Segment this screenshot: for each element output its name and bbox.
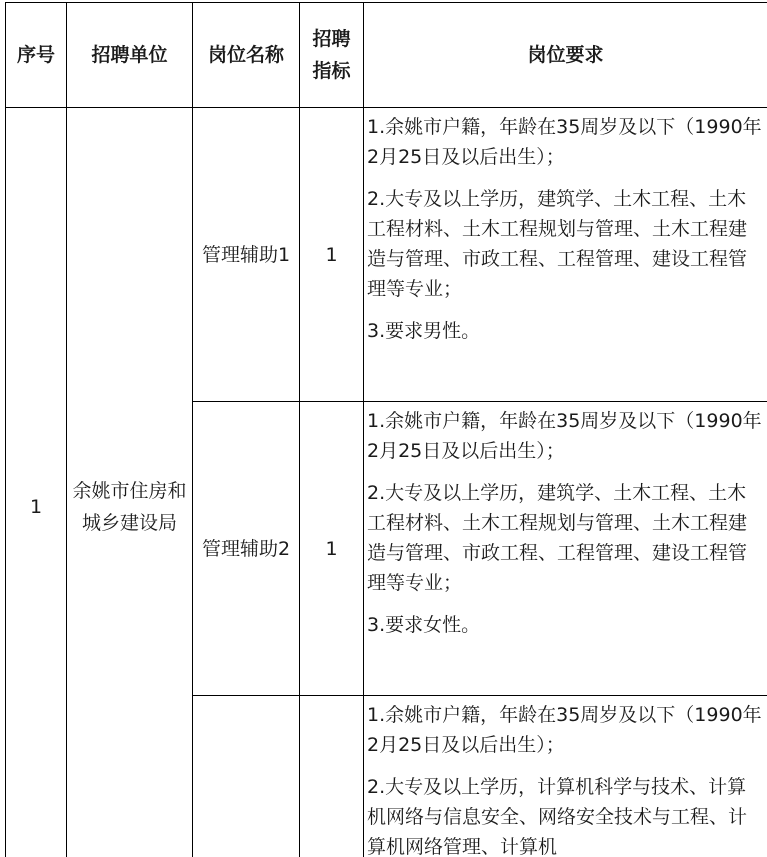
header-seq: 序号 [6, 3, 67, 108]
requirement-age: 1.余姚市户籍，年龄在35周岁及以下（1990年2月25日及以后出生）； [367, 704, 762, 756]
cell-position: 管理辅助1 [193, 108, 300, 402]
cell-unit: 余姚市住房和城乡建设局 [67, 108, 193, 857]
header-unit: 招聘单位 [67, 3, 193, 108]
cell-position [193, 696, 300, 857]
header-row [6, 3, 767, 108]
header-requirements: 岗位要求 [364, 3, 767, 108]
header-position: 岗位名称 [193, 3, 300, 108]
cell-quota: 1 [300, 402, 364, 696]
requirement-gender: 3.要求女性。 [367, 614, 481, 636]
requirement-education: 2.大专及以上学历，计算机科学与技术、计算机网络与信息安全、网络安全技术与工程、计算机网络管理、计算机 [367, 776, 748, 857]
cell-position: 管理辅助2 [193, 402, 300, 696]
requirement-age: 1.余姚市户籍，年龄在35周岁及以下（1990年2月25日及以后出生）； [367, 410, 762, 462]
cell-requirements [364, 696, 767, 857]
cell-requirements [364, 402, 767, 696]
table-row [6, 108, 767, 402]
recruitment-table [5, 2, 767, 857]
requirement-education: 2.大专及以上学历，建筑学、土木工程、土木工程材料、土木工程规划与管理、土木工程建造与管理、市政工程、工程管理、建设工程管理等专业； [367, 482, 748, 594]
cell-requirements [364, 108, 767, 402]
cell-quota: 1 [300, 108, 364, 402]
requirement-gender: 3.要求男性。 [367, 320, 481, 342]
requirement-age: 1.余姚市户籍，年龄在35周岁及以下（1990年2月25日及以后出生）； [367, 116, 762, 168]
header-quota: 招聘指标 [300, 3, 364, 108]
cell-seq: 1 [6, 108, 67, 857]
cell-quota [300, 696, 364, 857]
requirement-education: 2.大专及以上学历，建筑学、土木工程、土木工程材料、土木工程规划与管理、土木工程建造与管理、市政工程、工程管理、建设工程管理等专业； [367, 188, 748, 300]
